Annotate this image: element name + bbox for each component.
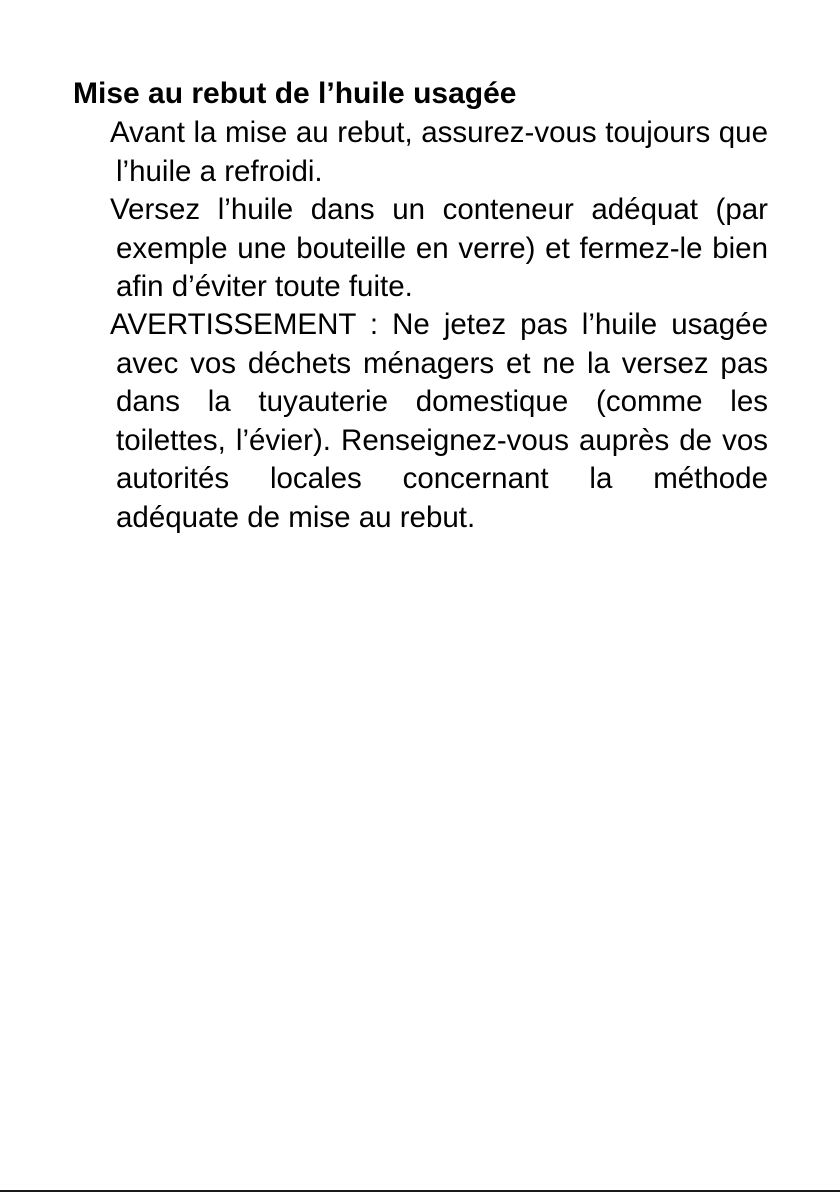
section-heading: Mise au rebut de l’huile usagée xyxy=(73,77,517,110)
instruction-cooling: Avant la mise au rebut, assurez-vous toujours que l’huile a refroidi. xyxy=(110,116,768,188)
instruction-container: Versez l’huile dans un conteneur adéquat (par exemple une bouteille en verre) et fermez-le bien afin d’éviter toute fuite. xyxy=(110,193,768,303)
warning-disposal: AVERTISSEMENT : Ne jetez pas l’huile usagée avec vos déchets ménagers et ne la versez pas dans la tuyauterie domestique (comme les toilettes, l’évier). Renseignez-vous auprès de vos autorités locales concernant la méthode adéquate de mise au rebut. xyxy=(110,308,768,534)
